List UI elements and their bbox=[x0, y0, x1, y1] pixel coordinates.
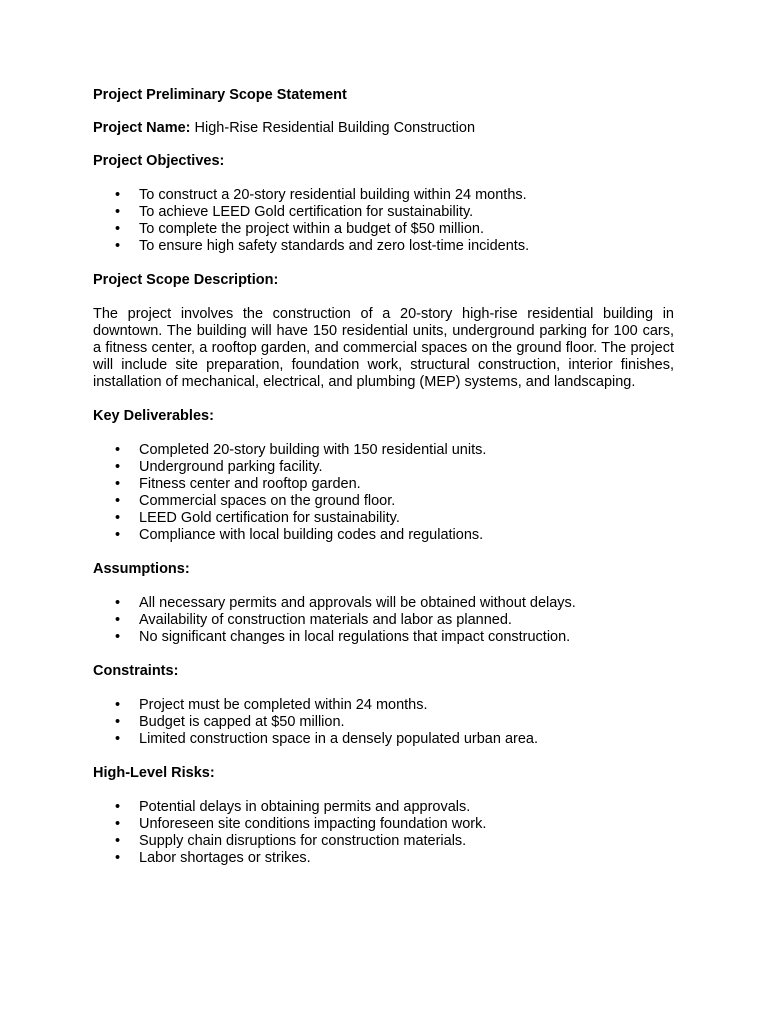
scope-description-heading: Project Scope Description: bbox=[93, 272, 279, 288]
bullet-icon: • bbox=[115, 459, 121, 475]
list-item-text: Supply chain disruptions for construction materials. bbox=[139, 833, 467, 849]
list-item bbox=[93, 714, 674, 731]
bullet-icon: • bbox=[115, 442, 121, 458]
list-item bbox=[93, 442, 674, 459]
list-item-text: Labor shortages or strikes. bbox=[139, 850, 311, 866]
bullet-icon: • bbox=[115, 187, 121, 203]
list-item bbox=[93, 204, 674, 221]
list-item bbox=[93, 731, 674, 748]
list-item bbox=[93, 476, 674, 493]
list-item bbox=[93, 612, 674, 629]
bullet-icon: • bbox=[115, 629, 121, 645]
list-item-text: Project must be completed within 24 months. bbox=[139, 697, 428, 713]
list-item bbox=[93, 238, 674, 255]
list-item bbox=[93, 221, 674, 238]
list-item-text: To achieve LEED Gold certification for sustainability. bbox=[139, 204, 474, 220]
document-title: Project Preliminary Scope Statement bbox=[93, 87, 347, 103]
bullet-icon: • bbox=[115, 850, 121, 866]
deliverables-heading: Key Deliverables: bbox=[93, 408, 214, 424]
list-item-text: To construct a 20-story residential building within 24 months. bbox=[139, 187, 527, 203]
list-item bbox=[93, 816, 674, 833]
scope-description-paragraph: The project involves the construction of a 20-story high-rise residential building in downtown. The building will have 150 residential units, underground parking for 100 cars, a fitness center, a rooftop garden, and commercial spaces on the ground floor. The project will include site preparation, foundation work, structural construction, interior finishes, installation of mechanical, electrical, and plumbing (MEP) systems, and landscaping. bbox=[93, 306, 674, 390]
project-name-value: High-Rise Residential Building Construction bbox=[194, 120, 476, 136]
list-item bbox=[93, 595, 674, 612]
list-item-text: Commercial spaces on the ground floor. bbox=[139, 493, 396, 509]
list-item-text: Compliance with local building codes and regulations. bbox=[139, 527, 484, 543]
project-name-line bbox=[93, 120, 674, 137]
list-item bbox=[93, 493, 674, 510]
list-item-text: Potential delays in obtaining permits and approvals. bbox=[139, 799, 471, 815]
bullet-icon: • bbox=[115, 731, 121, 747]
project-name-label: Project Name: bbox=[93, 120, 191, 136]
objectives-heading: Project Objectives: bbox=[93, 153, 225, 169]
bullet-icon: • bbox=[115, 697, 121, 713]
objectives-list bbox=[93, 187, 674, 255]
risks-heading: High-Level Risks: bbox=[93, 765, 215, 781]
list-item-text: Budget is capped at $50 million. bbox=[139, 714, 345, 730]
deliverables-list bbox=[93, 442, 674, 544]
bullet-icon: • bbox=[115, 221, 121, 237]
bullet-icon: • bbox=[115, 204, 121, 220]
bullet-icon: • bbox=[115, 238, 121, 254]
list-item-text: To ensure high safety standards and zero lost-time incidents. bbox=[139, 238, 530, 254]
constraints-list bbox=[93, 697, 674, 748]
risks-list bbox=[93, 799, 674, 867]
list-item bbox=[93, 187, 674, 204]
bullet-icon: • bbox=[115, 799, 121, 815]
list-item-text: LEED Gold certification for sustainability. bbox=[139, 510, 400, 526]
list-item-text: Fitness center and rooftop garden. bbox=[139, 476, 361, 492]
list-item-text: All necessary permits and approvals will be obtained without delays. bbox=[139, 595, 576, 611]
list-item bbox=[93, 510, 674, 527]
bullet-icon: • bbox=[115, 527, 121, 543]
bullet-icon: • bbox=[115, 833, 121, 849]
bullet-icon: • bbox=[115, 493, 121, 509]
list-item bbox=[93, 697, 674, 714]
list-item bbox=[93, 850, 674, 867]
bullet-icon: • bbox=[115, 816, 121, 832]
list-item bbox=[93, 527, 674, 544]
bullet-icon: • bbox=[115, 612, 121, 628]
list-item-text: No significant changes in local regulations that impact construction. bbox=[139, 629, 571, 645]
assumptions-heading: Assumptions: bbox=[93, 561, 190, 577]
constraints-heading: Constraints: bbox=[93, 663, 179, 679]
list-item-text: Unforeseen site conditions impacting foundation work. bbox=[139, 816, 487, 832]
list-item-text: To complete the project within a budget of $50 million. bbox=[139, 221, 484, 237]
list-item-text: Limited construction space in a densely populated urban area. bbox=[139, 731, 539, 747]
bullet-icon: • bbox=[115, 714, 121, 730]
list-item bbox=[93, 833, 674, 850]
bullet-icon: • bbox=[115, 595, 121, 611]
list-item-text: Underground parking facility. bbox=[139, 459, 323, 475]
assumptions-list bbox=[93, 595, 674, 646]
list-item-text: Completed 20-story building with 150 residential units. bbox=[139, 442, 487, 458]
list-item-text: Availability of construction materials and labor as planned. bbox=[139, 612, 512, 628]
list-item bbox=[93, 629, 674, 646]
document-page bbox=[93, 87, 674, 884]
list-item bbox=[93, 459, 674, 476]
list-item bbox=[93, 799, 674, 816]
bullet-icon: • bbox=[115, 476, 121, 492]
bullet-icon: • bbox=[115, 510, 121, 526]
